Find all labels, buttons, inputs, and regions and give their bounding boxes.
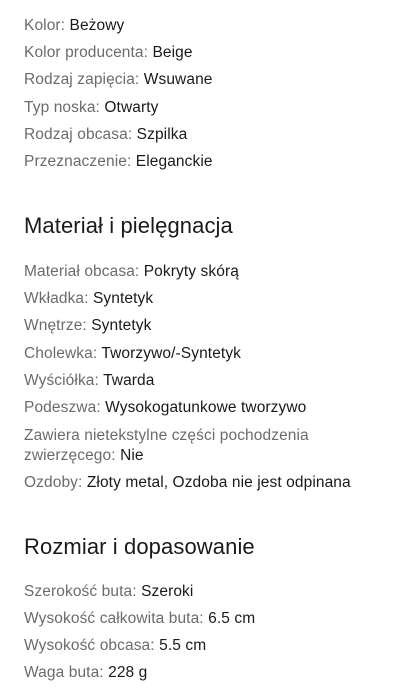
- attr-row: [24, 582, 402, 602]
- attr-value: Złoty metal, Ozdoba nie jest odpinana: [86, 474, 351, 491]
- attr-value: Wsuwane: [143, 71, 213, 88]
- attr-value: Twarda: [103, 372, 155, 389]
- attr-key: Rodzaj obcasa:: [24, 126, 137, 143]
- attr-row: [24, 398, 402, 418]
- attr-value: Szeroki: [141, 583, 194, 600]
- attr-value: Otwarty: [104, 99, 159, 116]
- attr-row: [24, 371, 402, 391]
- attr-row: [24, 316, 402, 336]
- attr-row: [24, 125, 402, 145]
- section-title-material: Materiał i pielęgnacja: [24, 213, 233, 238]
- attr-key: Waga buta:: [24, 664, 109, 681]
- attr-value: Wysokogatunkowe tworzywo: [105, 399, 307, 416]
- attr-key: Kolor:: [24, 17, 70, 34]
- attr-value: 5.5 cm: [159, 637, 207, 654]
- attr-key: Typ noska:: [24, 99, 105, 116]
- attr-value: Beżowy: [69, 17, 125, 34]
- attr-key: Wysokość całkowita buta:: [24, 610, 209, 627]
- attr-value: Syntetyk: [91, 317, 152, 334]
- attr-row: [24, 262, 402, 282]
- attr-key: Wysokość obcasa:: [24, 637, 160, 654]
- attr-key: Cholewka:: [24, 345, 102, 362]
- attr-key: Rodzaj zapięcia:: [24, 71, 144, 88]
- attr-row: [24, 609, 402, 629]
- attr-row: [24, 473, 402, 493]
- section-title-size: Rozmiar i dopasowanie: [24, 534, 255, 559]
- attr-value: Beige: [152, 44, 193, 61]
- attr-key: Wnętrze:: [24, 317, 92, 334]
- attr-row: [24, 344, 402, 364]
- attr-row: [24, 98, 402, 118]
- attr-row: [24, 43, 402, 63]
- attr-key: Kolor producenta:: [24, 44, 153, 61]
- attr-value: Szpilka: [136, 126, 188, 143]
- attr-row: [24, 426, 362, 466]
- attr-row: [24, 636, 402, 656]
- attr-key: Przeznaczenie:: [24, 153, 136, 170]
- attr-value: Syntetyk: [92, 290, 154, 307]
- attr-key: Wyściółka:: [24, 372, 104, 389]
- attr-key: Zawiera nietekstylne części pochodzenia zwierzęcego:: [24, 427, 309, 464]
- attr-row: [24, 16, 402, 36]
- attr-key: Materiał obcasa:: [24, 263, 144, 280]
- attr-value: Tworzywo/-Syntetyk: [101, 345, 242, 362]
- attr-value: 6.5 cm: [208, 610, 256, 627]
- attr-value: Eleganckie: [135, 153, 213, 170]
- attr-row: [24, 152, 402, 172]
- attr-key: Podeszwa:: [24, 399, 106, 416]
- attr-value: Pokryty skórą: [143, 263, 239, 280]
- attr-key: Szerokość buta:: [24, 583, 142, 600]
- attr-row: [24, 663, 402, 683]
- attr-row: [24, 70, 402, 90]
- attr-value: Nie: [120, 447, 144, 464]
- attr-value: 228 g: [108, 664, 148, 681]
- attr-row: [24, 289, 402, 309]
- attr-key: Wkładka:: [24, 290, 93, 307]
- attr-key: Ozdoby:: [24, 474, 87, 491]
